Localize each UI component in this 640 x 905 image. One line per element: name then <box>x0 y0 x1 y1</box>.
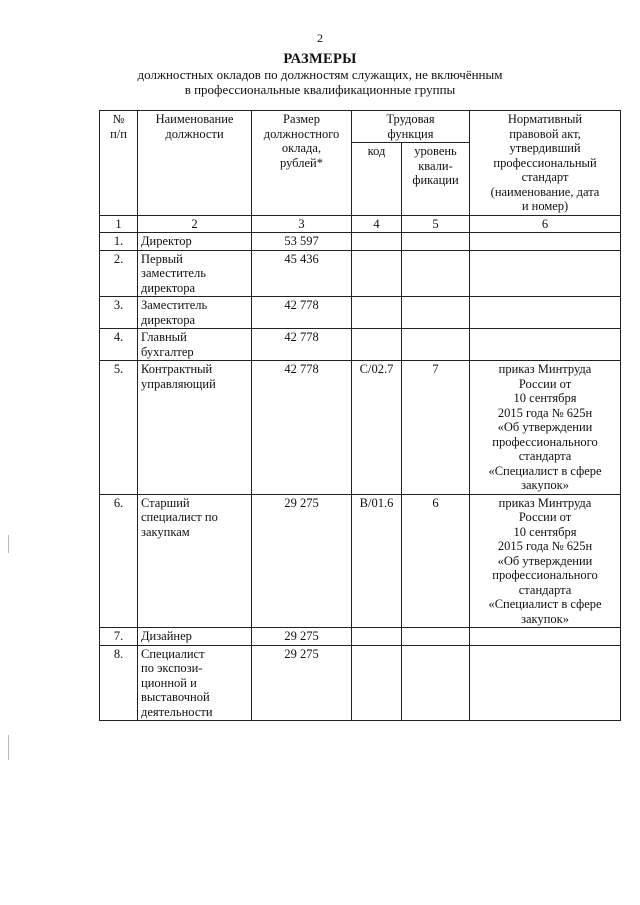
table-row <box>100 628 621 646</box>
cell-salary: 29 275 <box>252 494 352 628</box>
text-line: специалист по <box>141 510 218 524</box>
text-line: бухгалтер <box>141 344 194 359</box>
text-line: «Специалист в сфере <box>488 463 602 478</box>
header-salary <box>252 111 352 216</box>
cell-legal-act <box>470 645 621 721</box>
text-line: Заместитель <box>141 298 208 312</box>
cell-legal-act <box>470 361 621 495</box>
text-line: п/п <box>110 126 127 141</box>
cell-level <box>402 297 470 329</box>
text-line: Дизайнер <box>141 629 192 643</box>
cell-salary: 53 597 <box>252 233 352 251</box>
cell-position-name <box>138 628 252 646</box>
text-line: и номер) <box>521 199 569 213</box>
table-row <box>100 645 621 721</box>
table-row <box>100 297 621 329</box>
text-line: России от <box>518 510 572 524</box>
text-line: закупок» <box>521 611 569 626</box>
table-row <box>100 494 621 628</box>
text-line: директора <box>141 312 196 327</box>
text-line: России от <box>518 376 572 391</box>
cell-num: 3. <box>100 297 138 329</box>
text-line: № <box>112 112 125 126</box>
text-line: Директор <box>141 234 192 248</box>
subtitle-line-2: в профессиональные квалификационные группы <box>184 82 456 97</box>
text-line: профессионального <box>492 434 598 449</box>
text-line: Контрактный <box>141 362 213 376</box>
column-number: 4 <box>352 215 402 233</box>
text-line: Старший <box>141 495 190 510</box>
text-line: по экспози- <box>141 661 203 675</box>
table-row <box>100 361 621 495</box>
cell-level: 7 <box>402 361 470 495</box>
text-line: приказ Минтруда <box>498 362 592 376</box>
cell-salary: 29 275 <box>252 645 352 721</box>
text-line: закупкам <box>141 524 190 539</box>
cell-code <box>352 250 402 297</box>
cell-num: 8. <box>100 645 138 721</box>
text-line: закупок» <box>521 478 569 492</box>
salary-table <box>99 110 621 721</box>
text-line: «Об утверждении <box>497 553 593 568</box>
cell-legal-act <box>470 297 621 329</box>
cell-num: 5. <box>100 361 138 495</box>
column-number: 2 <box>138 215 252 233</box>
cell-code <box>352 645 402 721</box>
cell-salary: 29 275 <box>252 628 352 646</box>
cell-position-name <box>138 494 252 628</box>
table-row <box>100 233 621 251</box>
header-num <box>100 111 138 216</box>
text-line: профессионального <box>492 568 598 582</box>
text-line: квали- <box>418 158 453 173</box>
text-line: стандарта <box>518 449 572 463</box>
header-labor-function <box>352 111 470 143</box>
cell-num: 4. <box>100 329 138 361</box>
text-line: управляющий <box>141 376 216 391</box>
table-header-row <box>100 111 621 143</box>
text-line: выставочной <box>141 690 210 704</box>
text-line: функция <box>387 126 434 141</box>
text-line: Первый <box>141 251 183 266</box>
text-line: стандарта <box>518 582 572 597</box>
cell-level <box>402 645 470 721</box>
subtitle-line-1: должностных окладов по должностям служащих, не включённым <box>137 67 503 82</box>
cell-code: B/01.6 <box>352 494 402 628</box>
cell-code: C/02.7 <box>352 361 402 495</box>
text-line: Специалист <box>141 646 205 661</box>
cell-position-name <box>138 361 252 495</box>
text-line: правовой акт, <box>509 126 581 141</box>
column-number: 5 <box>402 215 470 233</box>
cell-code <box>352 233 402 251</box>
document-subtitle <box>0 67 640 97</box>
cell-level <box>402 250 470 297</box>
text-line: 2015 года № 625н <box>497 539 593 553</box>
text-line: фикации <box>412 173 459 187</box>
header-level <box>402 143 470 216</box>
cell-num: 7. <box>100 628 138 646</box>
cell-code <box>352 628 402 646</box>
text-line: должностного <box>263 126 340 141</box>
cell-position-name <box>138 250 252 297</box>
cell-legal-act <box>470 250 621 297</box>
cell-position-name <box>138 297 252 329</box>
cell-level: 6 <box>402 494 470 628</box>
cell-position-name <box>138 233 252 251</box>
cell-level <box>402 329 470 361</box>
cell-salary: 45 436 <box>252 250 352 297</box>
text-line: утвердивший <box>509 141 581 155</box>
text-line: Трудовая <box>386 112 435 126</box>
column-number: 6 <box>470 215 621 233</box>
text-line: должности <box>165 126 224 141</box>
cell-salary: 42 778 <box>252 297 352 329</box>
cell-legal-act <box>470 329 621 361</box>
text-line: стандарт <box>521 170 569 184</box>
text-line: Главный <box>141 330 187 344</box>
text-line: Размер <box>283 112 320 126</box>
text-line: деятельности <box>141 704 213 719</box>
cell-level <box>402 233 470 251</box>
column-number: 1 <box>100 215 138 233</box>
column-number: 3 <box>252 215 352 233</box>
cell-position-name <box>138 645 252 721</box>
text-line: «Специалист в сфере <box>488 597 602 611</box>
text-line: Нормативный <box>507 112 583 126</box>
cell-salary: 42 778 <box>252 329 352 361</box>
header-act <box>470 111 621 216</box>
text-line: Наименование <box>155 112 234 126</box>
text-line: 2015 года № 625н <box>497 405 593 420</box>
cell-num: 2. <box>100 250 138 297</box>
cell-legal-act <box>470 494 621 628</box>
text-line: ционной и <box>141 675 197 690</box>
text-line: директора <box>141 280 196 295</box>
cell-num: 1. <box>100 233 138 251</box>
text-line: 10 сентября <box>513 524 577 539</box>
table-row <box>100 329 621 361</box>
text-line: (наименование, дата <box>490 184 600 199</box>
page-number: 2 <box>317 31 323 45</box>
text-line: заместитель <box>141 266 206 280</box>
table-row <box>100 250 621 297</box>
scan-margin-mark <box>8 535 9 553</box>
document-title: РАЗМЕРЫ <box>283 51 357 67</box>
scan-margin-mark <box>8 735 9 760</box>
cell-legal-act <box>470 233 621 251</box>
text-line: приказ Минтруда <box>498 495 592 510</box>
cell-num: 6. <box>100 494 138 628</box>
header-name <box>138 111 252 216</box>
text-line: 10 сентября <box>513 391 577 405</box>
text-line: оклада, <box>281 141 322 155</box>
text-line: «Об утверждении <box>497 420 593 434</box>
text-line: уровень <box>414 144 457 158</box>
cell-legal-act <box>470 628 621 646</box>
header-code: код <box>352 143 402 216</box>
text-line: рублей* <box>280 155 323 170</box>
cell-code <box>352 297 402 329</box>
cell-salary: 42 778 <box>252 361 352 495</box>
cell-code <box>352 329 402 361</box>
text-line: профессиональный <box>493 155 597 170</box>
column-numbers-row <box>100 215 621 233</box>
cell-level <box>402 628 470 646</box>
cell-position-name <box>138 329 252 361</box>
